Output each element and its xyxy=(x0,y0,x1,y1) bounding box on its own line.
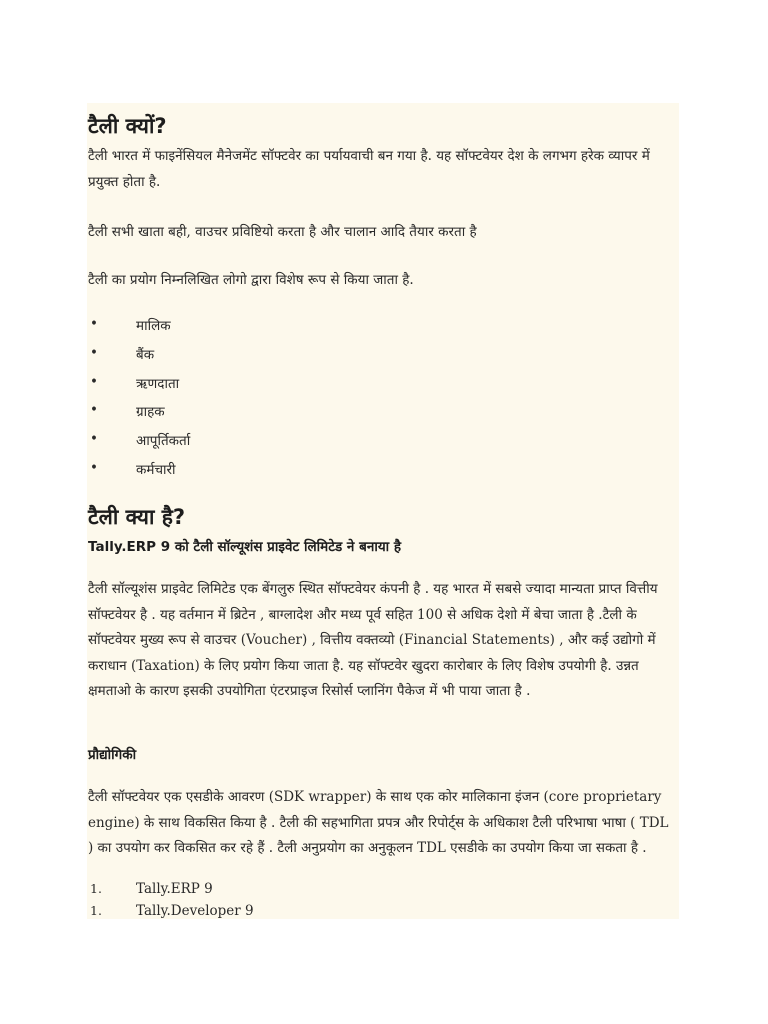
paragraph-intro: टैली भारत में फाइनेंसियल मैनेजमेंट सॉफ्टवेर का पर्यायवाची बन गया है. यह सॉफ्टवेयर देश के लगभग हरेक व्यापर में प्रयुक्त होता है. xyxy=(88,148,650,190)
bullet-marker: • xyxy=(90,316,98,332)
bullet-marker: • xyxy=(90,374,98,390)
numbered-item-text: Tally.ERP 9 xyxy=(136,881,213,897)
subheading-tally-erp: Tally.ERP 9 को टैली सॉल्यूशंस प्राइवेट लिमिटेड ने बनाया है xyxy=(88,539,402,555)
list-item-text: ऋणदाता xyxy=(136,376,180,392)
bullet-marker: • xyxy=(90,345,98,361)
heading-what-is-tally: टैली क्या है? xyxy=(88,505,186,529)
paragraph-users-intro: टैली का प्रयोग निम्नलिखित लोगो द्वारा विशेष रूप से किया जाता है. xyxy=(88,272,414,288)
heading-why-tally: टैली क्यों? xyxy=(88,114,167,138)
bullet-marker: • xyxy=(90,460,98,476)
bullet-marker: • xyxy=(90,431,98,447)
list-item-text: ग्राहक xyxy=(136,404,165,420)
paragraph-company: टैली सॉल्यूशंस प्राइवेट लिमिटेड एक बेंगलुरु स्थित सॉफ्टवेयर कंपनी है . यह भारत में सबसे ज्यादा मान्यता प्राप्त वित्तीय सॉफ्टवेयर है . यह वर्तमान में ब्रिटेन , बाग्लादेश और मध्य पूर्व सहित 100 से अधिक देशो में बेचा जाता है .टैली के सॉफ्टवेयर मुख्य रूप से वाउचर (Voucher) , वित्तीय वक्तव्यो (Financial Statements) , और कई उद्योगो में कराधान (Taxation) के लिए प्रयोग किया जाता है. यह सॉफ्टवेर खुदरा कारोबार के लिए विशेष उपयोगी है. उन्नत क्षमताओ के कारण इसकी उपयोगिता एंटरप्राइज रिसोर्स प्लानिंग पैकेज में भी पाया जाता है . xyxy=(88,581,658,699)
numbered-item-text: Tally.Developer 9 xyxy=(136,903,254,919)
list-item-text: मालिक xyxy=(136,318,171,334)
number-marker: 1. xyxy=(90,881,102,896)
list-item-text: कर्मचारी xyxy=(136,462,176,478)
list-item-text: आपूर्तिकर्ता xyxy=(136,433,191,449)
list-item-text: बैंक xyxy=(136,347,155,363)
bullet-marker: • xyxy=(90,402,98,418)
number-marker: 1. xyxy=(90,903,102,918)
subheading-technology: प्रौद्योगिकी xyxy=(88,747,137,763)
paragraph-functions: टैली सभी खाता बही, वाउचर प्रविष्टियो करता है और चालान आदि तैयार करता है xyxy=(88,224,477,240)
paragraph-technology: टैली सॉफ्टवेयर एक एसडीके आवरण (SDK wrapper) के साथ एक कोर मालिकाना इंजन (core proprietary engine) के साथ विकसित किया है . टैली की सहभागिता प्रपत्र और रिपोर्ट्स के अधिकाश टैली परिभाषा भाषा ( TDL ) का उपयोग कर विकसित कर रहे हैं . टैली अनुप्रयोग का अनुकूलन TDL एसडीके का उपयोग किया जा सकता है . xyxy=(88,789,669,856)
